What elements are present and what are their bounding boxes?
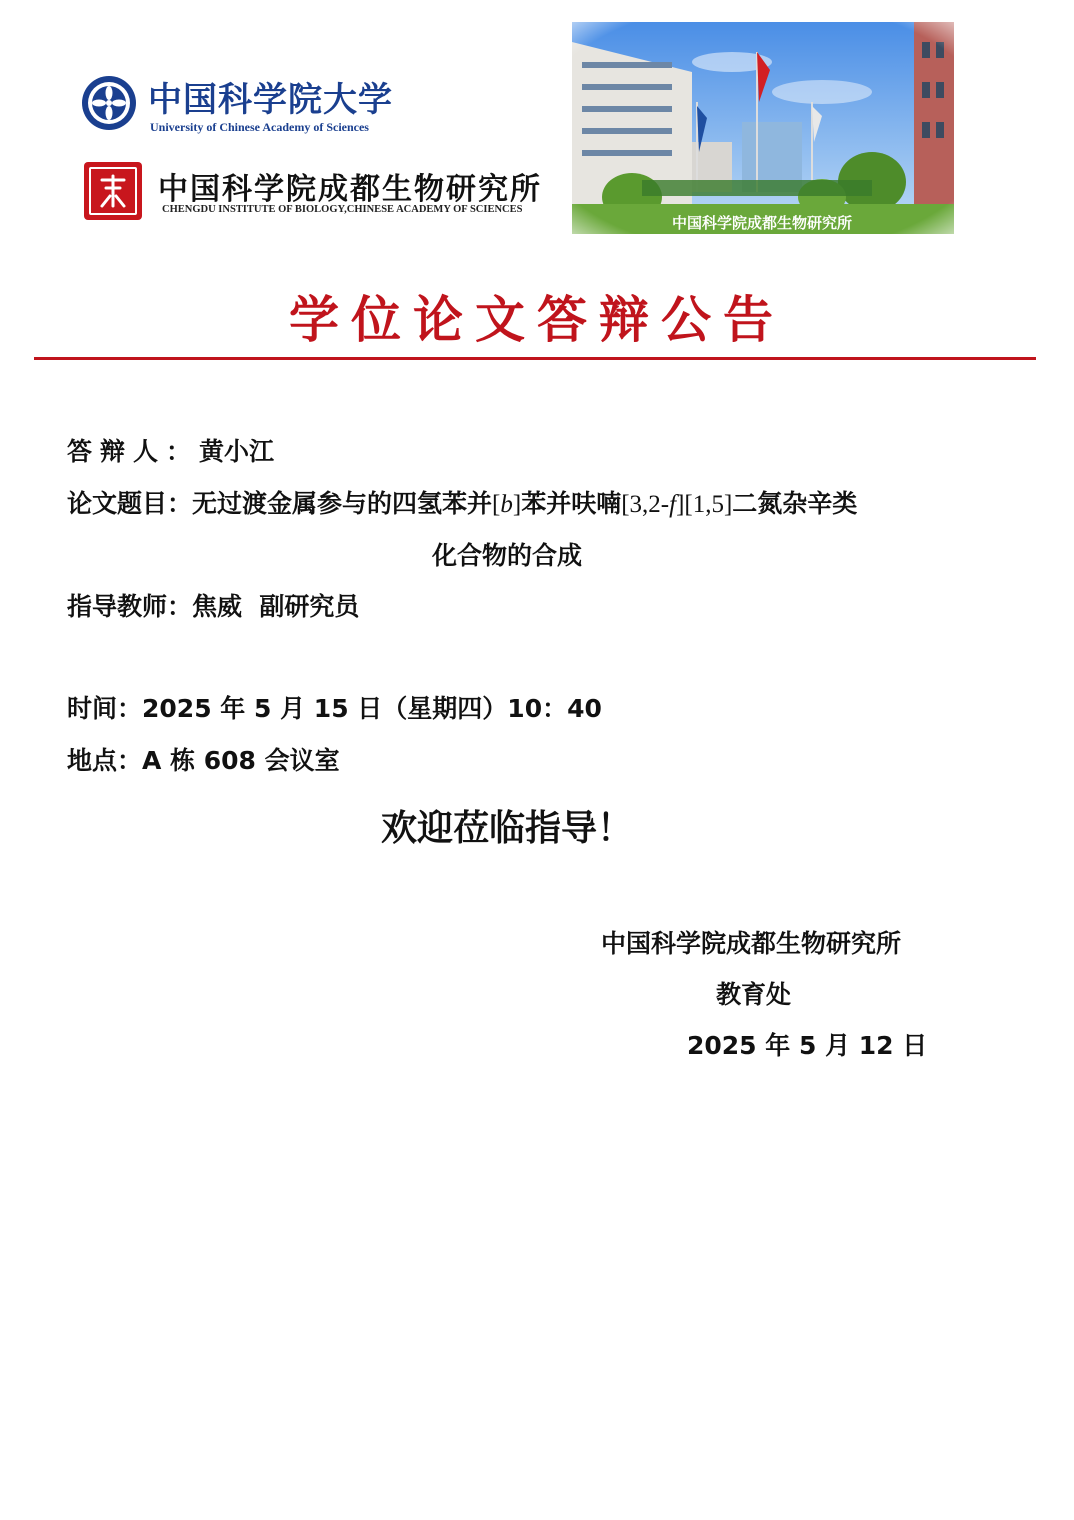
signature-institute: 中国科学院成都生物研究所 [601, 929, 902, 958]
defender-value: 黄小江 [199, 437, 275, 466]
time-value: 2025 年 5 月 15 日（星期四）10：40 [142, 694, 602, 723]
welcome-text: 欢迎莅临指导！ [380, 808, 633, 849]
place-row [67, 741, 340, 777]
title-rule [34, 357, 1036, 360]
advisor-label: 指导教师： [67, 592, 193, 621]
signature-office: 教育处 [716, 980, 792, 1009]
topic-b: [b] [492, 491, 522, 518]
topic-part2: 苯并呋喃 [521, 489, 622, 518]
ucas-name-en: University of Chinese Academy of Sciences [150, 120, 369, 134]
ucas-name: 中国科学院大学 [148, 80, 393, 120]
page-title: 学位论文答辩公告 [289, 290, 785, 349]
topic-label: 论文题目： [67, 489, 193, 518]
cib-name: 中国科学院成都生物研究所 [158, 172, 542, 207]
advisor-row [67, 587, 359, 623]
signature-date: 2025 年 5 月 12 日 [687, 1031, 928, 1060]
defender-row [67, 432, 274, 468]
ucas-emblem-icon [80, 74, 138, 132]
ucas-logo [80, 72, 393, 136]
defender-label: 答辩人： [67, 437, 200, 466]
time-row [67, 689, 602, 725]
topic-part1: 无过渡金属参与的四氢苯并 [192, 489, 493, 518]
seal-icon [84, 162, 142, 220]
place-value: A 栋 608 会议室 [142, 746, 340, 775]
time-label: 时间： [67, 694, 143, 723]
cib-logo [84, 162, 544, 222]
topic-row [67, 484, 857, 520]
place-label: 地点： [67, 746, 143, 775]
topic-ring: [3,2-f][1,5] [621, 491, 733, 518]
campus-photo [572, 22, 954, 234]
advisor-value: 焦威 副研究员 [192, 592, 360, 621]
topic-line-2: 化合物的合成 [432, 541, 583, 570]
cib-name-en: CHENGDU INSTITUTE OF BIOLOGY,CHINESE ACADEMY OF SCIENCES [162, 204, 523, 215]
topic-part3: 二氮杂辛类 [732, 489, 858, 518]
